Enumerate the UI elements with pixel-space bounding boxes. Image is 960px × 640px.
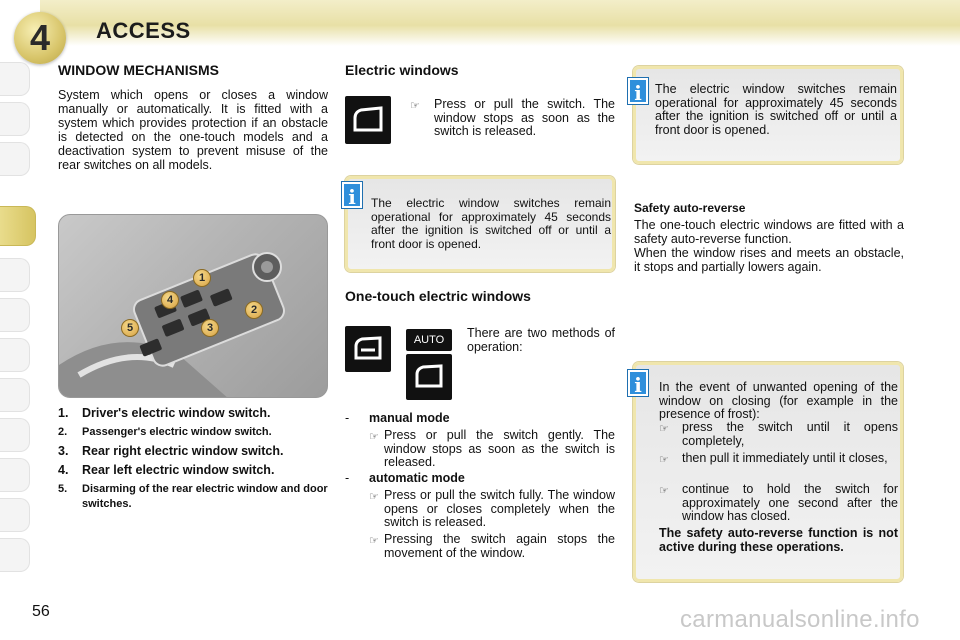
photo-marker-3: 3 xyxy=(201,319,219,337)
legend-item xyxy=(58,463,330,478)
info-box-right-top-text: The electric window switches remain operational for approximately 45 seconds after the ignition is switched off or until a front door is opened. xyxy=(655,82,897,137)
legend-text: Rear left electric window switch. xyxy=(82,463,275,477)
frost-intro-text: In the event of unwanted opening of the window on closing (for example in the presence of frost): xyxy=(659,380,898,421)
section-title-electric-windows: Electric windows xyxy=(345,62,459,78)
chapter-tab[interactable] xyxy=(0,538,30,572)
hand-bullet-icon: ☞ xyxy=(369,431,379,443)
info-icon: i xyxy=(628,370,648,396)
legend-item xyxy=(58,406,330,421)
legend-number: 1. xyxy=(58,406,69,420)
legend-text: Passenger's electric window switch. xyxy=(82,426,272,438)
legend-text: Driver's electric window switch. xyxy=(82,406,271,420)
legend-text: Rear right electric window switch. xyxy=(82,444,284,458)
automatic-mode-title: automatic mode xyxy=(369,471,465,485)
door-panel-illustration xyxy=(59,215,328,398)
frost-step-1: press the switch until it opens completely, xyxy=(682,420,898,448)
legend-number: 3. xyxy=(58,444,69,458)
hand-bullet-icon: ☞ xyxy=(659,454,669,466)
info-box-operational-text: The electric window switches remain operational for approximately 45 seconds after the ignition is switched off or until a front door is opened. xyxy=(371,196,611,251)
manual-mode-instruction: Press or pull the switch gently. The window stops as soon as the switch is released. xyxy=(384,428,615,469)
safety-auto-reverse-title: Safety auto-reverse xyxy=(634,201,746,215)
legend-number: 5. xyxy=(58,483,68,495)
chapter-title: ACCESS xyxy=(96,18,191,43)
safety-paragraph-1: The one-touch electric windows are fitted with a safety auto-reverse function. xyxy=(634,218,904,246)
manual-mode-title: manual mode xyxy=(369,411,450,425)
section-title-window-mechanisms: WINDOW MECHANISMS xyxy=(58,62,219,78)
chapter-tab[interactable] xyxy=(0,378,30,412)
chapter-tab[interactable] xyxy=(0,258,30,292)
electric-windows-instruction: Press or pull the switch. The window stops as soon as the switch is released. xyxy=(434,97,615,138)
auto-dash: - xyxy=(345,471,350,485)
chapter-tab[interactable] xyxy=(0,102,30,136)
switch-legend xyxy=(58,406,330,516)
hand-bullet-icon: ☞ xyxy=(369,535,379,547)
automatic-mode-instruction-1: Press or pull the switch fully. The window opens or closes completely when the switch is released. xyxy=(384,488,615,529)
section-title-one-touch: One-touch electric windows xyxy=(345,288,531,304)
safety-paragraph-2: When the window rises and meets an obstacle, it stops and partially lowers again. xyxy=(634,246,904,274)
photo-marker-1: 1 xyxy=(193,269,211,287)
chapter-tab[interactable] xyxy=(0,418,30,452)
hand-bullet-icon: ☞ xyxy=(369,491,379,503)
legend-number: 4. xyxy=(58,463,69,477)
watermark: carmanualsonline.info xyxy=(680,606,920,633)
hand-bullet-icon: ☞ xyxy=(410,100,420,112)
frost-step-3: continue to hold the switch for approximately one second after the window has closed. xyxy=(682,482,898,523)
info-icon: i xyxy=(342,182,362,208)
frost-step-2: then pull it immediately until it closes, xyxy=(682,451,888,465)
chapter-tab[interactable] xyxy=(0,298,30,332)
chapter-tab-rail xyxy=(0,62,30,582)
chapter-tab[interactable] xyxy=(0,142,30,176)
hand-bullet-icon: ☞ xyxy=(659,423,669,435)
chapter-tab[interactable] xyxy=(0,498,30,532)
window-switch-icon xyxy=(345,96,391,144)
chapter-tab[interactable] xyxy=(0,458,30,492)
chapter-tab[interactable] xyxy=(0,62,30,96)
legend-number: 2. xyxy=(58,426,68,438)
automatic-mode-instruction-2: Pressing the switch again stops the movement of the window. xyxy=(384,532,615,560)
chapter-tab[interactable] xyxy=(0,338,30,372)
legend-item xyxy=(58,444,330,459)
photo-marker-5: 5 xyxy=(121,319,139,337)
photo-marker-2: 2 xyxy=(245,301,263,319)
intro-paragraph: System which opens or closes a window manually or automatically. It is fitted with a system which provides protection if an obstacle is detected on the one-touch models and a deactivation system to prevent misuse of the rear switches on all models. xyxy=(58,88,328,172)
page-number: 56 xyxy=(32,603,50,620)
info-icon: i xyxy=(628,78,648,104)
chapter-tab-active[interactable] xyxy=(0,206,36,246)
one-touch-switch-icon xyxy=(345,326,391,372)
manual-dash: - xyxy=(345,411,350,425)
legend-item xyxy=(58,425,330,440)
auto-reverse-warning: The safety auto-reverse function is not active during these operations. xyxy=(659,526,898,554)
legend-text: Disarming of the rear electric window and door switches. xyxy=(82,483,328,510)
legend-item xyxy=(58,482,330,512)
chapter-badge: 4 xyxy=(14,12,66,64)
hand-bullet-icon: ☞ xyxy=(659,485,669,497)
auto-badge: AUTO xyxy=(406,329,452,351)
manual-switch-icon xyxy=(406,354,452,400)
photo-marker-4: 4 xyxy=(161,291,179,309)
methods-text: There are two methods of operation: xyxy=(467,326,615,354)
door-switch-photo xyxy=(58,214,328,398)
